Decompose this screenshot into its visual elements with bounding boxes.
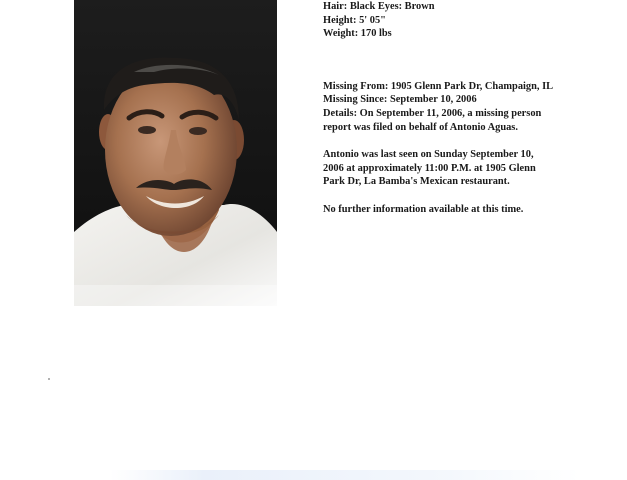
scan-smudge: [110, 470, 580, 480]
last-seen-line-3: Park Dr, La Bamba's Mexican restaurant.: [323, 176, 510, 188]
missing-since-line: Missing Since: September 10, 2006: [323, 94, 477, 106]
last-seen-line-2: 2006 at approximately 11:00 P.M. at 1905 Glenn: [323, 162, 536, 174]
no-further-info-line: No further information available at this time.: [323, 203, 524, 215]
details-line-1: Details: On September 11, 2006, a missing person: [323, 107, 542, 119]
weight-line: Weight: 170 lbs: [323, 28, 392, 40]
missing-person-photo: [74, 0, 277, 306]
details-line-2: report was filed on behalf of Antonio Aguas.: [323, 121, 518, 133]
missing-from-line: Missing From: 1905 Glenn Park Dr, Champaign, IL: [323, 80, 554, 92]
height-line: Height: 5' 05": [323, 14, 386, 26]
scan-speck: [48, 378, 50, 380]
last-seen-line-1: Antonio was last seen on Sunday September 10,: [323, 149, 534, 161]
hair-eyes-line: Hair: Black Eyes: Brown: [323, 1, 435, 12]
details-text-block: [323, 0, 603, 217]
